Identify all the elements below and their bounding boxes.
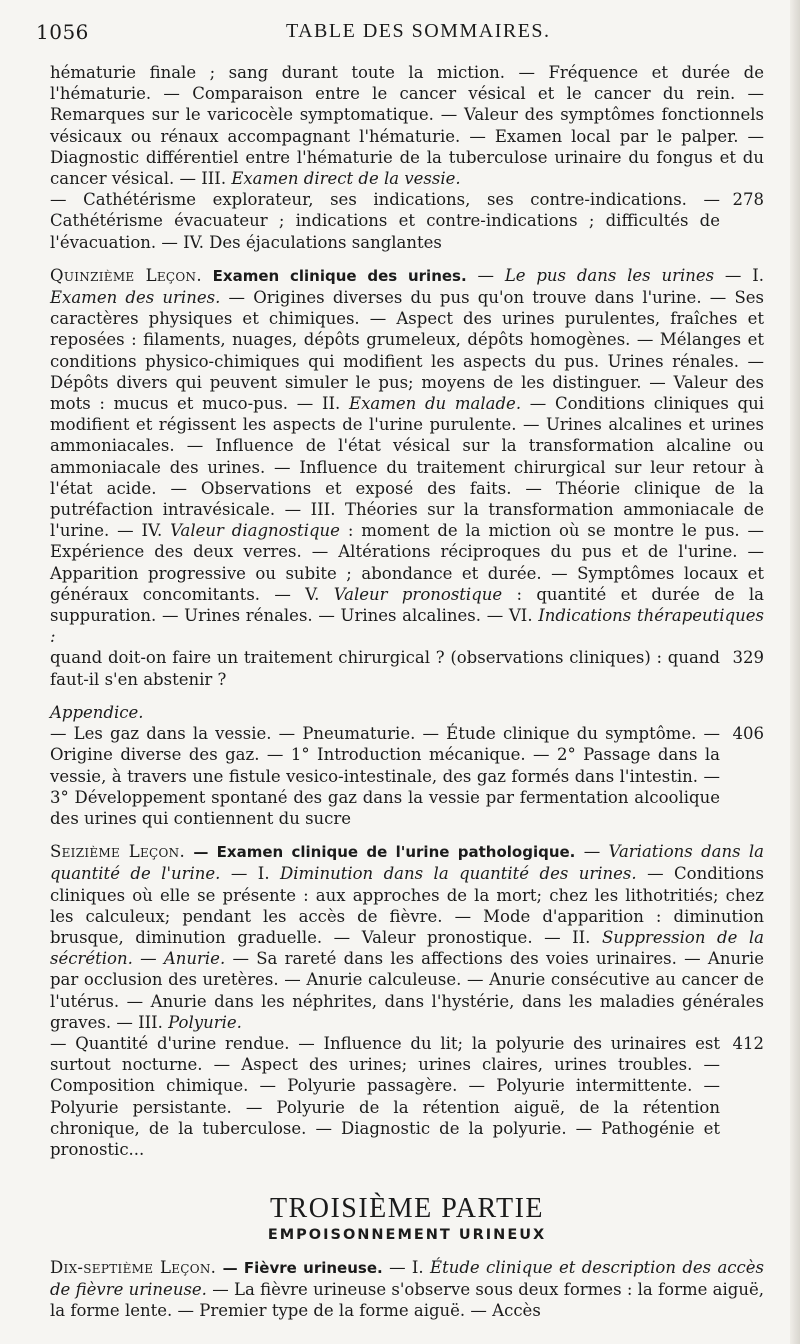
page-number: 1056: [36, 20, 89, 44]
page-ref: 278: [732, 190, 764, 210]
part-subtitle: EMPOISONNEMENT URINEUX: [267, 1227, 547, 1244]
toc-entry-appendix: Appendice. — Les gaz dans la vessie. — Pneumaturie. — Étude clinique du symptôme. — Origine diverse des gaz. — 1° Introduction mécanique. — 2° Passage dans la vessie, à travers une fistule vesico-intestinale, des gaz formés dans l'intestin. — 3° Développement spontané des gaz dans la vessie par fermentation alcoolique des urines qui contiennent du sucre 406: [50, 702, 764, 828]
lesson-subject: — Examen clinique de l'urine pathologique.: [193, 843, 576, 862]
page-ref: 406: [732, 724, 764, 744]
page-edge: [790, 0, 800, 1344]
page-header: [36, 20, 736, 50]
lesson-heading: Dix-septième Leçon.: [50, 1257, 217, 1277]
table-of-contents: [50, 62, 764, 1333]
toc-entry-lesson-16: Seizième Leçon. — Examen clinique de l'urine pathologique. — Variations dans la quantité de l'urine. — I. Diminution dans la quantité des urines. — Conditions cliniques où elle se présente : aux approches de la mort; chez les lithotritiés; chez les calculeux; pendant les accès de fièvre. — Mode d'apparition : diminution brusque, diminution graduelle. — Valeur pronostique. — II. Suppression de la sécrétion. — Anurie. — Sa rareté dans les affections des voies urinaires. — Anurie par occlusion des uretères. — Anurie calculeuse. — Anurie consécutive au cancer de l'utérus. — Anurie dans les néphrites, dans l'hystérie, dans les maladies générales graves. — III. Polyurie. — Quantité d'urine rendue. — Influence du lit; la polyurie des urinaires est surtout nocturne. — Aspect des urines; urines claires, urines troubles. — Composition chimique. — Polyurie passagère. — Polyurie intermittente. — Polyurie persistante. — Polyurie de la rétention aiguë, de la rétention chronique, de la tuberculose. — Diagnostic de la polyurie. — Pathogénie et pronostic... 412: [50, 842, 765, 1159]
lesson-subject: Examen clinique des urines.: [212, 266, 467, 285]
toc-entry-lesson-17: Dix-septième Leçon. — Fièvre urineuse. — I. Étude clinique et description des accès de fièvre urineuse. — La fièvre urineuse s'observe sous deux formes : la forme aiguë, la forme lente. — Premier type de la forme aiguë. — Accès: [50, 1257, 765, 1320]
toc-entry-lesson-15: Quinzième Leçon. Examen clinique des urines. — Le pus dans les urines — I. Examen des urines. — Origines diverses du pus qu'on trouve dans l'urine. — Ses caractères physiques et chimiques. — Aspect des urines purulentes, fraîches et reposées : filaments, nuages, dépôts grumeleux, dépôts homogènes. — Mélanges et conditions physico-chimiques qui modifient les aspects du pus. Urines rénales. — Dépôts divers qui peuvent simuler le pus; moyens de les distinguer. — Valeur des mots : mucus et muco-pus. — II. Examen du malade. — Conditions cliniques qui modifient et régissent les aspects de l'urine purulente. — Urines alcalines et urines ammoniacales. — Influence de l'état vésical sur la transformation alcaline ou ammoniacale des urines. — Influence du traitement chirurgical sur leur retour à l'état acide. — Observations et exposé des faits. — Théorie clinique de la putréfaction intravésicale. — III. Théories sur la transformation ammoniacale de l'urine. — IV. Valeur diagnostique : moment de la miction où se montre le pus. — Expérience des deux verres. — Altérations réciproques du pus et de l'urine. — Apparition progressive ou subite ; abondance et durée. — Symptômes locaux et généraux concomitants. — V. Valeur pronostique : quantité et durée de la suppuration. — Urines rénales. — Urines alcalines. — VI. Indications thérapeutiques : quand doit-on faire un traitement chirurgical ? (observations cliniques) : quand faut-il s'en abstenir ? 329: [50, 265, 765, 689]
page-ref: 412: [732, 1033, 764, 1053]
toc-entry-continued: hématurie finale ; sang durant toute la miction. — Fréquence et durée de l'hématurie. — Comparaison entre le cancer vésical et le cancer du rein. — Remarques sur le varicocèle symptomatique. — Valeur des symptômes fonctionnels vésicaux ou rénaux accompagnant l'hématurie. — Examen local par le palper. — Diagnostic différentiel entre l'hématurie de la tuberculose urinaire du fongus et du cancer vésical. — III. Examen direct de la vessie. — Cathétérisme explorateur, ses indications, ses contre-indications. — Cathétérisme évacuateur ; indications et contre-indications ; difficultés de l'évacuation. — IV. Des éjaculations sanglantes 278: [50, 63, 764, 252]
part-title: TROISIÈME PARTIE: [269, 1193, 545, 1225]
lesson-heading: Seizième Leçon.: [50, 842, 186, 862]
lesson-heading: Quinzième Leçon.: [50, 265, 202, 285]
running-title: TABLE DES SOMMAIRES.: [286, 20, 551, 42]
lesson-subject: — Fièvre urineuse.: [222, 1258, 383, 1277]
page-ref: 329: [732, 648, 764, 668]
